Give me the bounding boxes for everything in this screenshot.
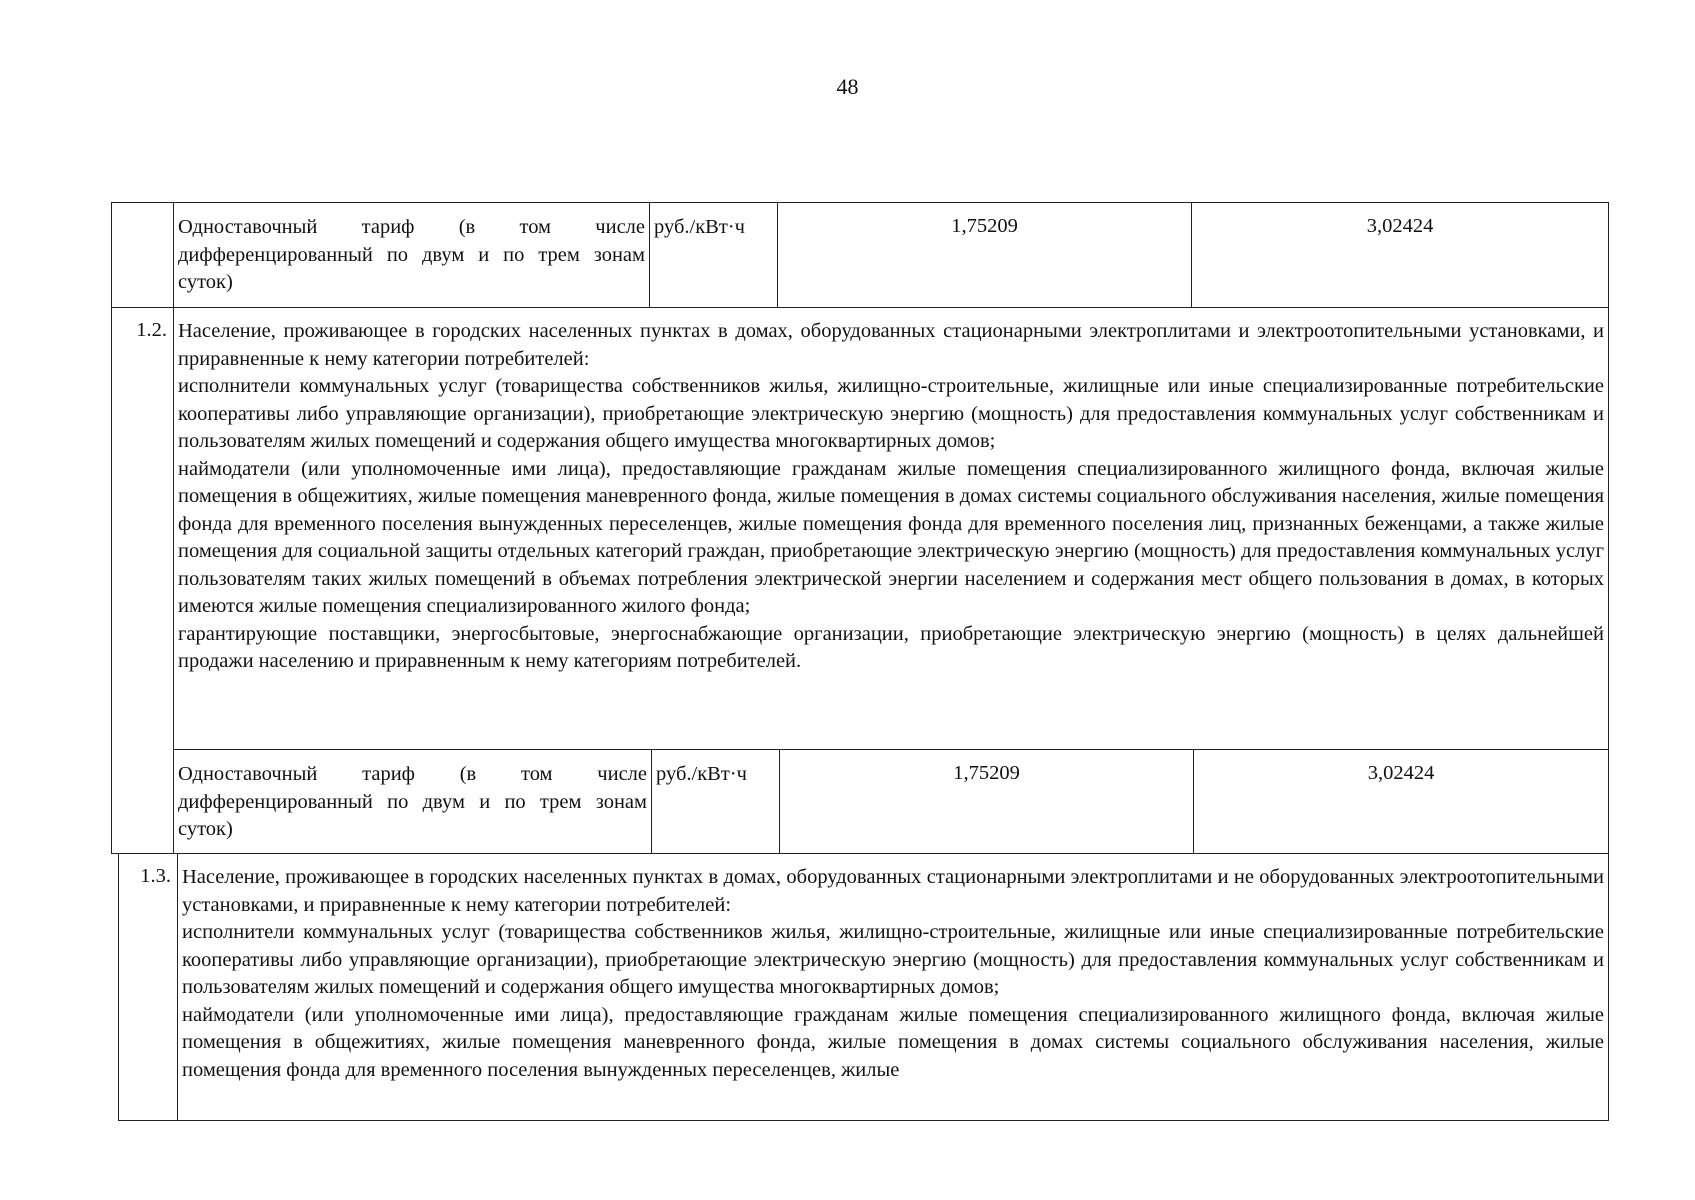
description-paragraph: Население, проживающее в городских населенных пунктах в домах, оборудованных стационарными электроплитами и электроотопительными установками, и приравненные к нему категории потребителей: bbox=[178, 320, 1605, 370]
table-row bbox=[112, 750, 1609, 854]
tariff-table-top bbox=[111, 202, 1609, 308]
tariff-value-2: 3,02424 bbox=[1194, 750, 1609, 854]
section-number: 1.3. bbox=[119, 854, 178, 1121]
tariff-value-2: 3,02424 bbox=[1192, 203, 1609, 308]
page-number: 48 bbox=[836, 74, 859, 99]
section-1-2-table bbox=[111, 307, 1609, 854]
tariff-value-1: 1,75209 bbox=[778, 203, 1192, 308]
description-paragraph: наймодатели (или уполномоченные ими лица), предоставляющие гражданам жилые помещения специализированного жилищного фонда, включая жилые помещения в общежитиях, жилые помещения маневренного фонда, жилые помещения в домах системы социального обслуживания населения, жилые помещения фонда для временного поселения вынужденных переселенцев, жилые bbox=[182, 1003, 1604, 1081]
tariff-unit: руб./кВт·ч bbox=[650, 203, 778, 308]
table-row bbox=[119, 854, 1609, 1121]
row-number-empty bbox=[112, 203, 174, 308]
tariff-label: Одноставочный тариф (в том числе дифференцированный по двум и по трем зонам суток) bbox=[174, 203, 650, 308]
table-row bbox=[112, 308, 1609, 750]
tariff-value-1: 1,75209 bbox=[780, 750, 1194, 854]
description-paragraph: гарантирующие поставщики, энергосбытовые, энергоснабжающие организации, приобретающие электрическую энергию (мощность) в целях дальнейшей продажи населению и приравненным к нему категориям потребителей. bbox=[178, 622, 1605, 672]
tariff-unit: руб./кВт·ч bbox=[652, 750, 780, 854]
tariff-label: Одноставочный тариф (в том числе дифференцированный по двум и по трем зонам суток) bbox=[174, 750, 652, 854]
section-1-3-table bbox=[118, 853, 1609, 1121]
table-row bbox=[112, 203, 1609, 308]
section-description bbox=[174, 308, 1609, 750]
description-paragraph: наймодатели (или уполномоченные ими лица), предоставляющие гражданам жилые помещения специализированного жилищного фонда, включая жилые помещения в общежитиях, жилые помещения маневренного фонда, жилые помещения в домах системы социального обслуживания населения, жилые помещения фонда для временного поселения вынужденных переселенцев, жилые помещения фонда для временного поселения лиц, признанных беженцами, а также жилые помещения для социальной защиты отдельных категорий граждан, приобретающие электрическую энергию (мощность) для предоставления коммунальных услуг пользователям таких жилых помещений в объемах потребления электрической энергии населением и содержания мест общего пользования в домах, в которых имеются жилые помещения специализированного жилого фонда; bbox=[178, 457, 1605, 617]
section-number: 1.2. bbox=[112, 308, 174, 854]
description-paragraph: исполнители коммунальных услуг (товарищества собственников жилья, жилищно-строительные, жилищные или иные специализированные потребительские кооперативы либо управляющие организации), приобретающие электрическую энергию (мощность) для предоставления коммунальных услуг собственникам и пользователям жилых помещений и содержания общего имущества многоквартирных домов; bbox=[182, 921, 1604, 998]
description-paragraph: Население, проживающее в городских населенных пунктах в домах, оборудованных стационарными электроплитами и не оборудованных электроотопительными установками, и приравненные к нему категории потребителей: bbox=[182, 866, 1604, 916]
description-paragraph: исполнители коммунальных услуг (товарищества собственников жилья, жилищно-строительные, жилищные или иные специализированные потребительские кооперативы либо управляющие организации), приобретающие электрическую энергию (мощность) для предоставления коммунальных услуг собственникам и пользователям жилых помещений и содержания общего имущества многоквартирных домов; bbox=[178, 375, 1605, 452]
section-description bbox=[178, 854, 1609, 1121]
